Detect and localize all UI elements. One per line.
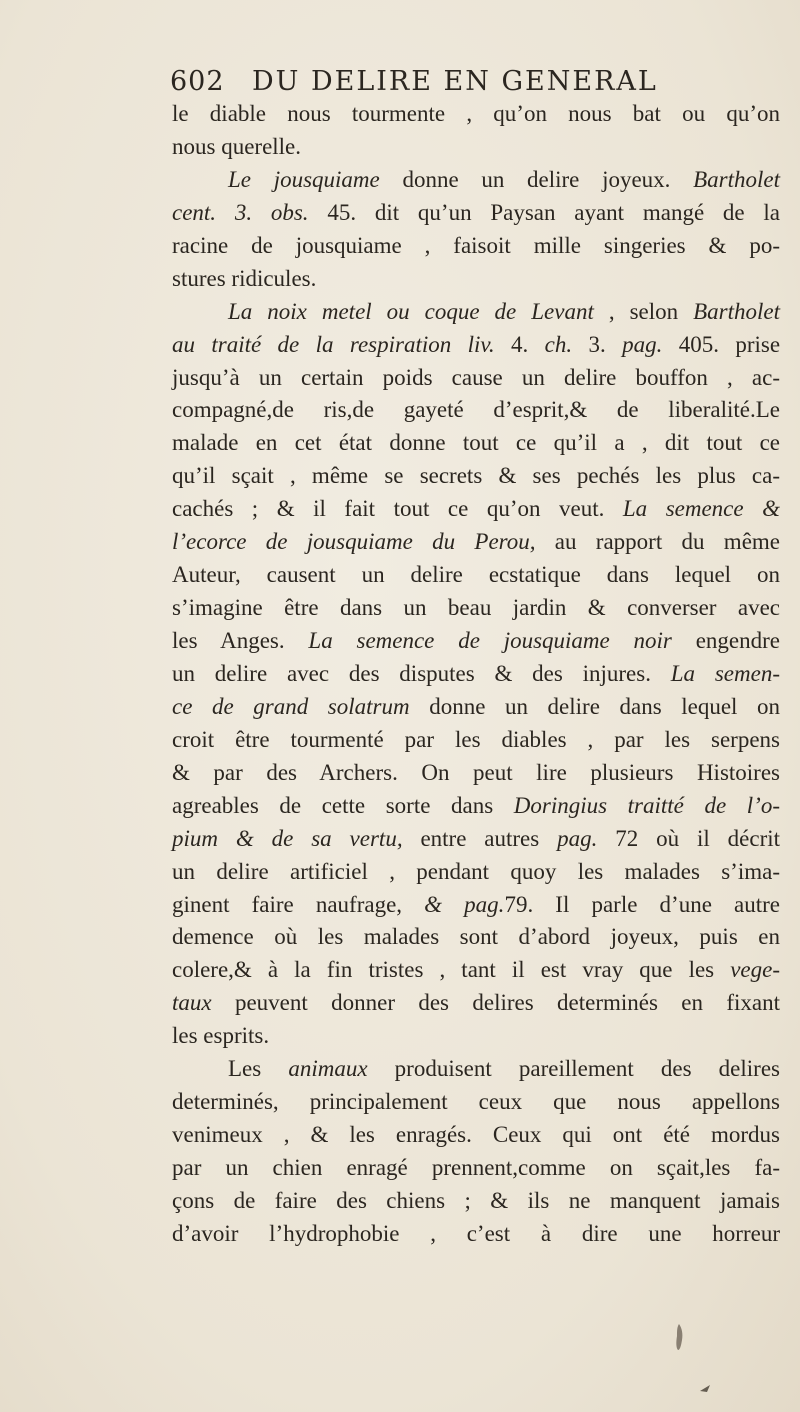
ink-speck-icon: [699, 1383, 711, 1393]
text-line: [172, 1020, 780, 1053]
text-line: [172, 197, 780, 230]
text-line: [172, 98, 780, 131]
text-line: [172, 921, 780, 954]
text-segment: 45. dit qu’un Paysan ayant mangé de la: [308, 199, 780, 225]
text-segment: & par des Archers. On peut lire plusieurs Histoires: [172, 759, 780, 785]
text-line: [172, 1053, 780, 1086]
text-segment: Auteur, causent un delire ecstatique dans lequel on: [172, 562, 780, 588]
text-line: [172, 362, 780, 395]
text-line: [172, 691, 780, 724]
text-line: [172, 329, 780, 362]
text-line: [172, 394, 780, 427]
text-line: [172, 592, 780, 625]
text-line: [172, 526, 780, 559]
text-line: [172, 230, 780, 263]
text-segment: un delire avec des disputes & des injures.: [172, 660, 671, 686]
text-segment: Les: [228, 1056, 289, 1082]
italic-segment: l’ecorce de jousquiame du Perou,: [172, 529, 536, 555]
text-segment: s’imagine être dans un beau jardin & converser avec: [172, 595, 780, 621]
text-line: [172, 987, 780, 1020]
italic-segment: Bartholet: [693, 298, 780, 324]
text-line: [172, 1185, 780, 1218]
text-segment: nous querelle.: [172, 133, 302, 159]
text-line: [172, 1218, 780, 1251]
text-line: [172, 625, 780, 658]
text-segment: les Anges.: [172, 628, 309, 653]
running-title: DU DELIRE EN GENERAL: [252, 66, 658, 97]
italic-segment: Doringius traitté de l’o-: [513, 792, 780, 818]
text-segment: produisent pareillement des delires: [367, 1056, 780, 1082]
italic-segment: & pag.: [424, 891, 505, 917]
text-segment: racine de jousquiame , faisoit mille singeries & po-: [172, 232, 780, 258]
text-line: [172, 427, 780, 460]
text-segment: determinés, principalement ceux que nous appellons: [172, 1089, 780, 1115]
text-segment: çons de faire des chiens ; & ils ne manquent jamais: [172, 1187, 780, 1213]
text-segment: ginent faire naufrage,: [172, 891, 425, 917]
page-number: 602: [170, 66, 225, 97]
text-line: [172, 460, 780, 493]
text-segment: d’avoir l’hydrophobie , c’est à dire une horreur: [172, 1220, 780, 1246]
text-line: [172, 493, 780, 526]
italic-segment: animaux: [288, 1056, 368, 1082]
text-segment: 79. Il parle d’une autre: [504, 891, 781, 917]
italic-segment: pium & de sa vertu,: [172, 825, 403, 851]
italic-segment: ce de grand solatrum: [172, 693, 410, 719]
text-line: [172, 559, 780, 592]
text-segment: 4.: [494, 331, 545, 357]
text-line: [172, 263, 780, 296]
italic-segment: La noix metel ou coque de Levant: [228, 298, 594, 324]
text-segment: engendre: [671, 628, 780, 653]
text-segment: 3.: [572, 331, 623, 357]
text-line: [172, 164, 780, 197]
text-segment: venimeux , & les enragés. Ceux qui ont été mordus: [172, 1122, 780, 1148]
running-head: [170, 60, 780, 100]
text-line: [172, 1086, 780, 1119]
text-segment: le diable nous tourmente , qu’on nous bat ou qu’on: [172, 101, 780, 126]
text-segment: qu’il sçait , même se secrets & ses pechés les plus ca-: [172, 463, 780, 489]
text-line: [172, 296, 780, 329]
text-line: [172, 1119, 780, 1152]
text-segment: , selon: [593, 298, 694, 324]
italic-segment: La semence de jousquiame noir: [308, 628, 672, 653]
text-segment: un delire artificiel , pendant quoy les malades s’ima-: [172, 858, 780, 884]
text-line: [172, 889, 780, 922]
text-line: [172, 856, 780, 889]
text-segment: agreables de cette sorte dans: [172, 792, 514, 818]
text-line: [172, 757, 780, 790]
text-segment: malade en cet état donne tout ce qu’il a , dit tout ce: [172, 430, 780, 456]
text-segment: par un chien enragé prennent,comme on sçait,les fa-: [172, 1155, 780, 1180]
text-segment: 72 où il décrit: [597, 825, 781, 851]
italic-segment: vege-: [730, 957, 780, 983]
text-segment: donne un delire joyeux.: [379, 166, 694, 192]
text-segment: colere,& à la fin tristes , tant il est vray que les: [172, 957, 731, 983]
text-line: [172, 954, 780, 987]
italic-segment: cent. 3. obs.: [172, 199, 309, 225]
text-line: [172, 1152, 780, 1185]
italic-segment: Bartholet: [693, 166, 780, 192]
italic-segment: Le jousquiame: [228, 166, 380, 192]
text-segment: jusqu’à un certain poids cause un delire bouffon , ac-: [172, 364, 780, 390]
text-segment: 405. prise: [662, 331, 781, 357]
italic-segment: pag.: [557, 825, 598, 851]
text-segment: demence où les malades sont d’abord joyeux, puis en: [172, 924, 780, 950]
text-segment: peuvent donner des delires determinés en fixant: [211, 990, 780, 1016]
italic-segment: La semen-: [670, 660, 780, 686]
text-line: [172, 724, 780, 757]
italic-segment: taux: [172, 990, 212, 1016]
text-segment: cachés ; & il fait tout ce qu’on veut.: [172, 496, 623, 522]
text-segment: donne un delire dans lequel on: [409, 693, 780, 719]
text-line: [172, 658, 780, 691]
text-segment: les esprits.: [172, 1023, 270, 1049]
text-segment: compagné,de ris,de gayeté d’esprit,& de liberalité.Le: [172, 397, 780, 423]
text-segment: au rapport du même: [535, 529, 781, 555]
italic-segment: pag.: [622, 331, 663, 357]
text-line: [172, 790, 780, 823]
ink-spot-icon: [672, 1322, 686, 1352]
text-segment: stures ridicules.: [172, 265, 317, 291]
text-segment: entre autres: [402, 825, 558, 851]
text-line: [172, 131, 780, 164]
italic-segment: au traité de la respiration liv.: [172, 331, 495, 357]
body-text: [172, 98, 780, 1251]
text-segment: croit être tourmenté par les diables , par les serpens: [172, 726, 780, 752]
text-line: [172, 823, 780, 856]
italic-segment: La semence &: [622, 496, 781, 522]
italic-segment: ch.: [544, 331, 573, 357]
